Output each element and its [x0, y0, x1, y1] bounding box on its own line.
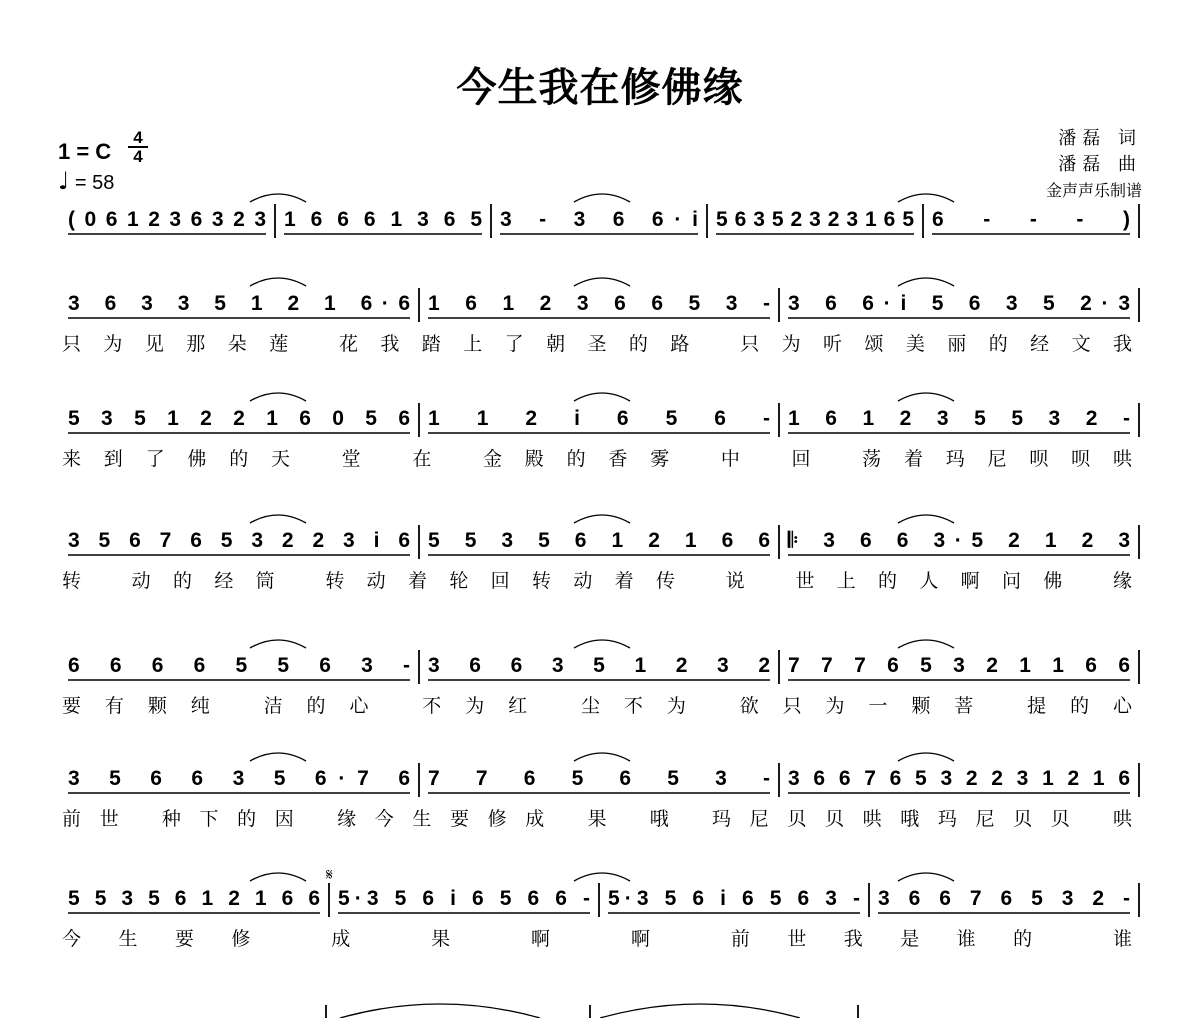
- score-system: [62, 278, 1139, 355]
- slur-arc: [574, 194, 630, 202]
- measure-notes: 1 1 2 i 6 5 6 -: [428, 407, 770, 430]
- time-signature-beats: 4: [133, 128, 143, 147]
- measure-notes: 3 6 6 3 5 1 2 3 2: [428, 654, 770, 677]
- measure-notes: 3 6 6 7 6 5 3 2 -: [878, 887, 1130, 910]
- segno-icon: 𝄋: [326, 865, 333, 884]
- slur-arc: [574, 753, 630, 761]
- slur-arc: [250, 278, 306, 286]
- slur-arc: [898, 278, 954, 286]
- slur-arc: [574, 640, 630, 648]
- time-signature-beat-unit: 4: [133, 147, 143, 166]
- measure-notes: 3 6 3 3 5 1 2 1 6·6: [68, 292, 410, 315]
- slur-arc: [898, 393, 954, 401]
- lyric-line: 今生要修 成 果 啊 啊 前世我是谁的 谁: [62, 928, 1132, 950]
- measure-notes: 3 - 3 6 6·i: [500, 208, 698, 231]
- composer-credit: 潘磊 曲: [1058, 154, 1142, 175]
- song-title: 今生我在修佛缘: [456, 64, 744, 111]
- measure-notes: 1 6 6 6 1 3 6 5: [284, 208, 482, 231]
- slur-arc: [250, 393, 306, 401]
- score-system: [62, 753, 1139, 830]
- measure-notes: 1 6 1 2 3 6 6 5 3 -: [428, 292, 770, 315]
- slur-arc: [250, 753, 306, 761]
- measure-notes: 6 - - - ): [932, 208, 1130, 231]
- measure-notes: 7 7 7 6 5 3 2 1 1 6 6: [788, 654, 1130, 677]
- slur-arc: [600, 1004, 800, 1018]
- measure-notes: 𝄆 3 6 6 3·5 2 1 2 3: [788, 529, 1130, 552]
- score-system: [62, 640, 1139, 717]
- lyric-line: 前世 种下的因 缘今生要修成 果 哦 玛尼贝贝哄哦玛尼贝贝 哄: [62, 808, 1132, 830]
- slur-arc: [250, 194, 306, 202]
- measure-notes: 5 5 3 5 6 1 2 1 6 6: [68, 887, 320, 910]
- slur-arc: [898, 194, 954, 202]
- measure-notes: 5 6 3 5 2 3 2 3 1 6 5: [716, 208, 914, 231]
- lyric-line: 来到了佛的天 堂 在 金殿的香雾 中 回 荡着玛尼呗呗哄: [62, 448, 1132, 470]
- measure-notes: 3 6 6·i 5 6 3 5 2·3: [788, 292, 1130, 315]
- engraver-credit: 金声声乐制谱: [1045, 181, 1142, 200]
- slur-arc: [898, 515, 954, 523]
- measure-notes: 5·3 5 6 i 6 5 6 6 -: [338, 887, 590, 910]
- key-signature: 1 = C: [58, 139, 112, 164]
- slur-arc: [250, 640, 306, 648]
- measure-notes: 5 3 5 1 2 2 1 6 0 5 6: [68, 407, 410, 430]
- slur-arc: [898, 640, 954, 648]
- score-system: [68, 194, 1139, 238]
- measure-notes: 7 7 6 5 6 5 3 -: [428, 767, 770, 790]
- quarter-note-icon: ♩: [58, 167, 70, 195]
- measure-notes: 1 6 1 2 3 5 5 3 2 -: [788, 407, 1130, 430]
- slur-arc: [574, 515, 630, 523]
- slur-arc: [250, 873, 306, 881]
- slur-arc: [340, 1004, 540, 1018]
- slur-arc: [574, 278, 630, 286]
- measure-notes: 5 5 3 5 6 1 2 1 6 6: [428, 529, 770, 552]
- lyric-line: 要有颗纯 洁的心 不为红 尘不为 欲只为一颗菩 提的心: [62, 695, 1132, 717]
- lyricist-credit: 潘磊 词: [1058, 128, 1142, 149]
- lyric-line: 只为见那朵莲 花我踏上了朝圣的路 只为听颂美丽的经文我: [62, 333, 1132, 355]
- slur-arc: [574, 873, 630, 881]
- score-system: [62, 515, 1139, 592]
- slur-arc: [898, 753, 954, 761]
- score-system: [62, 393, 1139, 470]
- measure-notes: 6 6 6 6 5 5 6 3 -: [68, 654, 410, 677]
- measure-notes: 3 5 6 6 3 5 6·7 6: [68, 767, 410, 790]
- score-system: [62, 873, 1139, 950]
- tempo-value: = 58: [74, 172, 115, 194]
- lyric-line: 转 动的经筒 转动着轮回转动着传 说 世上的人啊问佛 缘: [62, 570, 1132, 592]
- slur-arc: [250, 515, 306, 523]
- measure-notes: 3 6 6 7 6 5 3 2 2 3 1 2 1 6: [788, 767, 1130, 790]
- measure-notes: 3 5 6 7 6 5 3 2 2 3 i 6: [68, 529, 410, 552]
- slur-arc: [574, 393, 630, 401]
- measure-notes: 5·3 5 6 i 6 5 6 3 -: [608, 887, 860, 910]
- measure-notes: ( 0 6 1 2 3 6 3 2 3: [68, 208, 266, 231]
- slur-arc: [898, 873, 954, 881]
